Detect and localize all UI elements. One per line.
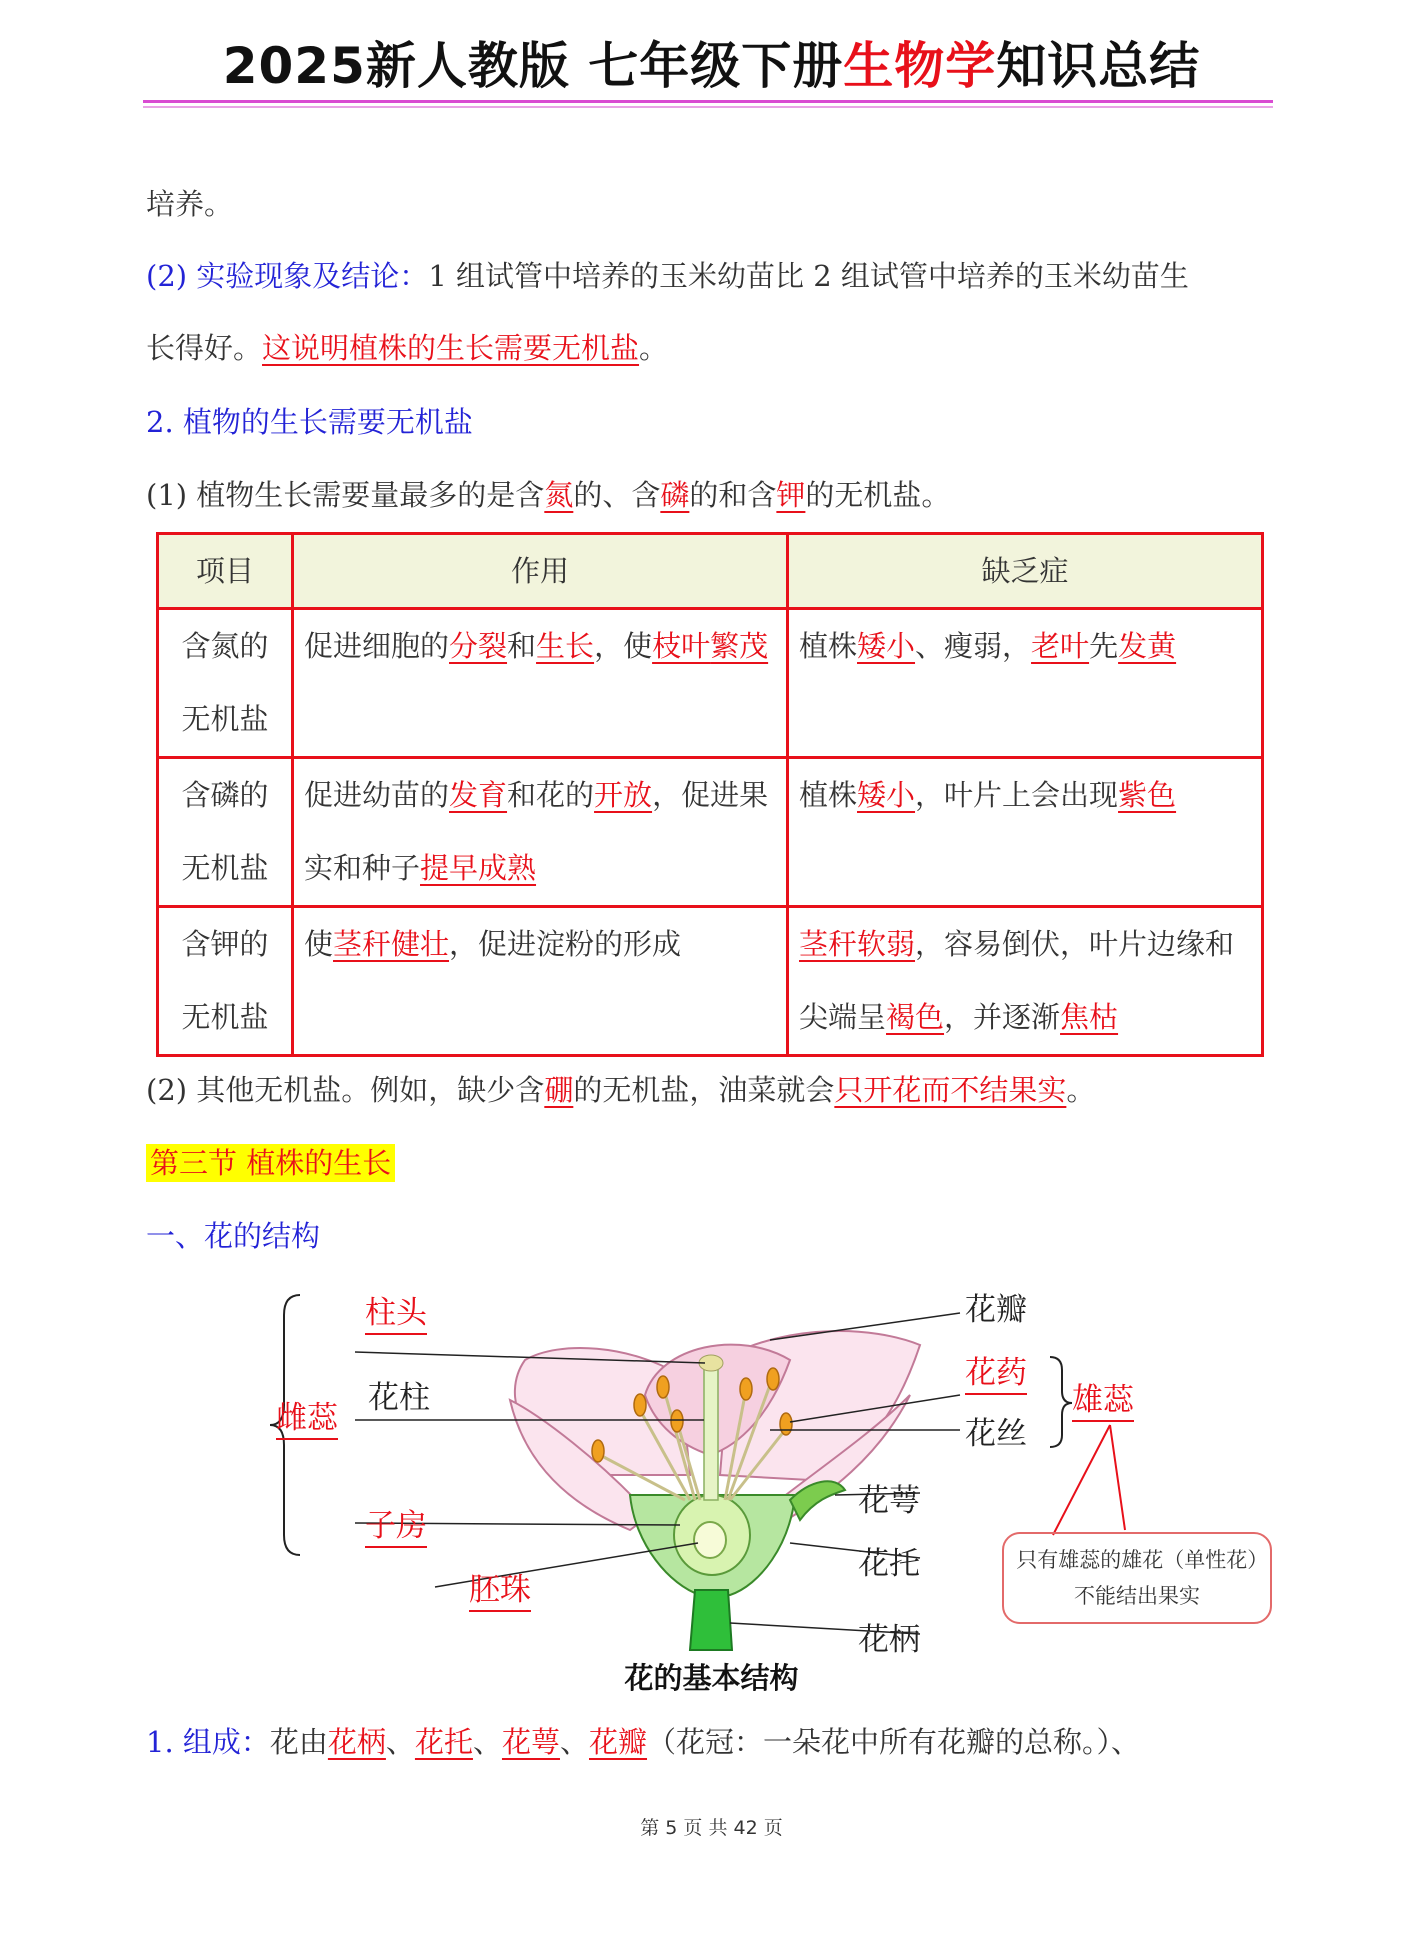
text: 的、含: [573, 478, 661, 512]
header-item: 项目: [158, 534, 293, 609]
text: 的无机盐。: [805, 478, 951, 512]
cell-item-line: 无机盐: [181, 851, 269, 885]
boron: 硼: [544, 1073, 574, 1107]
label-petal: 花瓣: [965, 1292, 1027, 1328]
cell-text: ，容易倒伏，叶片边缘和尖端呈: [799, 927, 1235, 1034]
stamen-brace: [1050, 1357, 1072, 1447]
cell-text: 植株: [799, 629, 858, 663]
key-term: 茎秆健壮: [333, 927, 450, 961]
table-header-row: [158, 534, 1263, 609]
key-term: 茎秆软弱: [799, 927, 916, 961]
cell-item: [158, 907, 293, 1056]
subheading-flower-structure: 一、花的结构: [146, 1219, 321, 1253]
pedicel: [690, 1590, 732, 1650]
cell-text: ，促进淀粉的形成: [449, 927, 682, 961]
diagram-caption: 花的基本结构: [624, 1661, 799, 1695]
label-stamen: 雄蕊: [1072, 1374, 1134, 1422]
text: (2) 其他无机盐。例如，缺少含: [146, 1073, 545, 1107]
section-heading-2: 2. 植物的生长需要无机盐: [146, 405, 473, 439]
cell-text: 和: [507, 629, 537, 663]
label-receptacle: 花托: [858, 1546, 920, 1582]
cell-deficiency: [788, 907, 1263, 1056]
cell-effect: [293, 609, 788, 758]
paragraph-peiyang: 培养。: [146, 187, 234, 221]
table-row: [158, 907, 1263, 1056]
punct: 。: [639, 331, 669, 365]
text: （花冠：一朵花中所有花瓣的总称。）、: [647, 1725, 1141, 1759]
title-highlight: 生物学: [843, 37, 997, 95]
cell-item: [158, 758, 293, 907]
cell-text: 促进幼苗的: [304, 778, 450, 812]
term-pedicel: 花柄: [327, 1725, 386, 1759]
cell-text: ，并逐渐: [944, 1000, 1061, 1034]
experiment-text-2: 长得好。: [146, 331, 263, 365]
cell-text: ，使: [594, 629, 653, 663]
cell-text: 植株: [799, 778, 858, 812]
section-3-title: 第三节 植株的生长: [146, 1144, 395, 1182]
key-term: 焦枯: [1060, 1000, 1119, 1034]
key-term: 枝叶: [652, 629, 711, 663]
cell-effect: [293, 907, 788, 1056]
cell-item: [158, 609, 293, 758]
note-pointer: [1053, 1425, 1125, 1535]
page-title: [0, 26, 1423, 98]
cell-deficiency: [788, 758, 1263, 907]
punct: 、: [559, 1725, 589, 1759]
text: 。: [1066, 1073, 1096, 1107]
text: 的和含: [689, 478, 777, 512]
paragraph-other-salts: [146, 1070, 1095, 1110]
potassium: 钾: [776, 478, 806, 512]
cell-text: ，促进果实和种子: [304, 778, 769, 885]
text: 花由: [269, 1725, 328, 1759]
title-rule-thin: [143, 106, 1273, 108]
label-sepal: 花萼: [858, 1483, 920, 1519]
experiment-conclusion: 这说明植株的生长需要无机盐: [262, 331, 640, 365]
key-term: 提早成熟: [420, 851, 537, 885]
label-filament: 花丝: [965, 1416, 1027, 1452]
ovule: [694, 1522, 726, 1558]
symptom: 只开花而不结果实: [834, 1073, 1067, 1107]
key-term: 紫色: [1118, 778, 1177, 812]
key-term: 发黄: [1118, 629, 1177, 663]
term-sepal: 花萼: [501, 1725, 560, 1759]
key-term: 褐色: [886, 1000, 945, 1034]
cell-item-line: 无机盐: [181, 1000, 269, 1034]
key-term: 分裂: [449, 629, 508, 663]
cell-item-line: 含氮的: [181, 629, 269, 663]
key-term: 生长: [536, 629, 595, 663]
cell-text: 先: [1089, 629, 1119, 663]
phosphorus: 磷: [660, 478, 690, 512]
composition-label: 1. 组成：: [146, 1725, 270, 1759]
cell-text: 促进细胞的: [304, 629, 450, 663]
label-anther: 花药: [965, 1347, 1027, 1395]
cell-text: 和花的: [507, 778, 595, 812]
experiment-line-2: [146, 328, 668, 368]
cell-text: 、瘦弱，: [915, 629, 1032, 663]
term-receptacle: 花托: [414, 1725, 473, 1759]
label-style: 花柱: [368, 1380, 430, 1416]
key-term: 繁茂: [710, 629, 769, 663]
key-term: 老叶: [1031, 629, 1090, 663]
key-term: 矮小: [857, 778, 916, 812]
cell-deficiency: [788, 609, 1263, 758]
punct: 、: [472, 1725, 502, 1759]
experiment-text: 1 组试管中培养的玉米幼苗比 2 组试管中培养的玉米幼苗生: [428, 259, 1189, 293]
label-stigma: 柱头: [365, 1287, 427, 1335]
section-heading-3: [146, 1143, 395, 1183]
style: [704, 1365, 718, 1500]
paragraph-composition: [146, 1722, 1140, 1762]
experiment-label: (2) 实验现象及结论：: [146, 259, 429, 293]
term-petal: 花瓣: [589, 1725, 648, 1759]
note-box: 只有雄蕊的雄花（单性花）不能结出果实: [1002, 1532, 1272, 1624]
paragraph-nutrients: [146, 475, 950, 515]
title-suffix: 知识总结: [996, 37, 1201, 95]
label-pedicel: 花柄: [858, 1622, 920, 1658]
cell-item-line: 无机盐: [181, 702, 269, 736]
page-footer: 第 5 页 共 42 页: [640, 1817, 783, 1839]
header-deficiency: 缺乏症: [788, 534, 1263, 609]
cell-item-line: 含磷的: [181, 778, 269, 812]
text: 的无机盐，油菜就会: [573, 1073, 835, 1107]
label-ovule: 胚珠: [469, 1564, 531, 1612]
cell-text: 使: [304, 927, 334, 961]
label-ovary: 子房: [365, 1500, 427, 1548]
header-effect: 作用: [293, 534, 788, 609]
key-term: 矮小: [857, 629, 916, 663]
nutrient-table: [156, 532, 1264, 1057]
experiment-line-1: [146, 256, 1189, 296]
key-term: 发育: [449, 778, 508, 812]
label-pistil: 雌蕊: [276, 1392, 338, 1440]
cell-item-line: 含钾的: [181, 927, 269, 961]
cell-text: ，叶片上会出现: [915, 778, 1119, 812]
table-row: [158, 758, 1263, 907]
nitrogen: 氮: [544, 478, 574, 512]
table-row: [158, 609, 1263, 758]
key-term: 开放: [594, 778, 653, 812]
title-rule: [143, 100, 1273, 103]
cell-effect: [293, 758, 788, 907]
punct: 、: [385, 1725, 415, 1759]
title-prefix: 2025新人教版 七年级下册: [222, 37, 844, 95]
text: (1) 植物生长需要量最多的是含: [146, 478, 545, 512]
